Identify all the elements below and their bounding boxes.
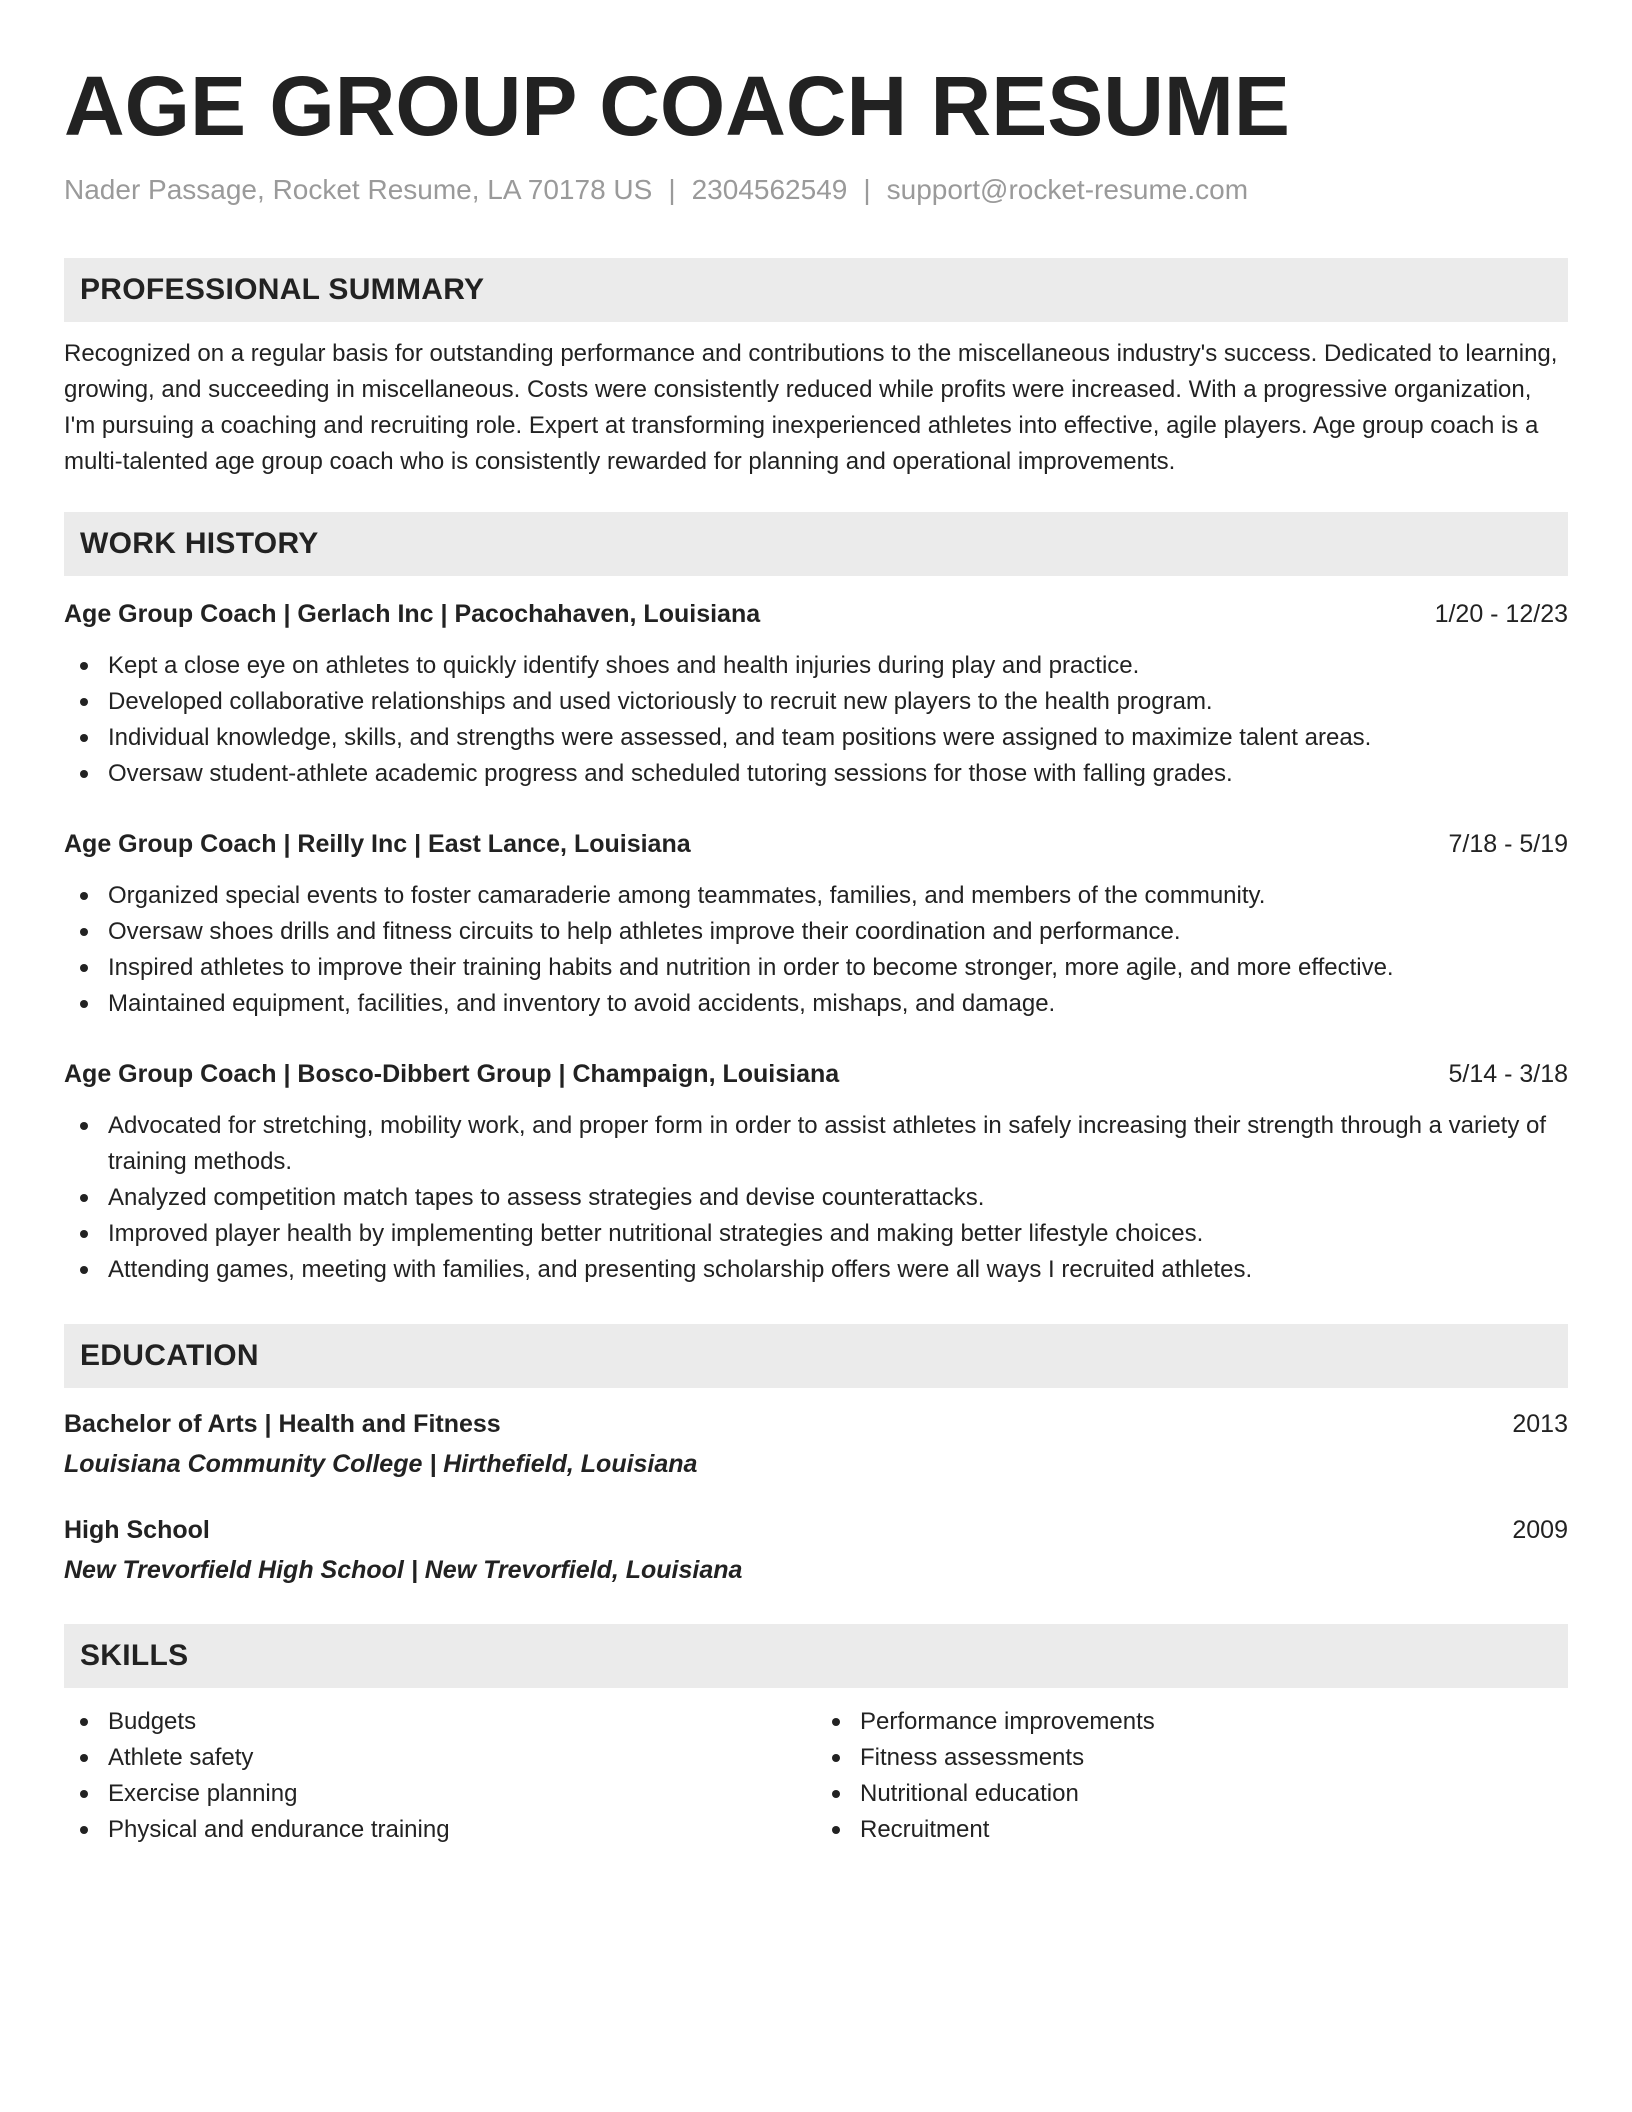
job-title: Age Group Coach | Bosco-Dibbert Group | Champaign, Louisiana (64, 1060, 840, 1088)
education-degree: High School (64, 1516, 210, 1544)
skill-text: Recruitment (860, 1816, 990, 1843)
skill-text: Performance improvements (860, 1708, 1155, 1735)
skill-text: Nutritional education (860, 1780, 1079, 1807)
bullet-dot-icon (80, 1230, 88, 1238)
job-bullet (108, 684, 1568, 720)
bullet-dot-icon (832, 1718, 840, 1726)
skill-item (108, 1740, 816, 1776)
job-bullet-text: Oversaw student-athlete academic progress and scheduled tutoring sessions for those with falling grades. (108, 760, 1233, 787)
contact-address: Nader Passage, Rocket Resume, LA 70178 US (64, 174, 653, 205)
skill-item (108, 1812, 816, 1848)
job-bullet (108, 878, 1568, 914)
education-school: New Trevorfield High School | New Trevorfield, Louisiana (64, 1556, 743, 1584)
summary-text: Recognized on a regular basis for outstanding performance and contributions to the miscellaneous industry's success. Dedicated to learning, growing, and succeeding in miscellaneous. Costs were consistently reduced while profits were increased. With a progressive organization, I'm pursuing a coaching and recruiting role. Expert at transforming inexperienced athletes into effective, agile players. Age group coach is a multi-talented age group coach who is consistently rewarded for planning and operational improvements. (64, 340, 1558, 475)
job-bullet-text: Oversaw shoes drills and fitness circuits to help athletes improve their coordination and performance. (108, 918, 1181, 945)
job-bullet (108, 1180, 1568, 1216)
bullet-dot-icon (80, 1826, 88, 1834)
bullet-dot-icon (80, 1754, 88, 1762)
job-entry (64, 1056, 1568, 1288)
bullet-dot-icon (80, 1122, 88, 1130)
job-bullets (64, 648, 1568, 792)
work-history-section-header: WORK HISTORY (64, 512, 1568, 576)
job-bullet-text: Developed collaborative relationships and used victoriously to recruit new players to the health program. (108, 688, 1213, 715)
job-bullet (108, 1108, 1568, 1180)
education-year: 2009 (1512, 1516, 1568, 1544)
job-bullet-text: Analyzed competition match tapes to assess strategies and devise counterattacks. (108, 1184, 985, 1211)
job-bullet (108, 1252, 1568, 1288)
bullet-dot-icon (80, 1000, 88, 1008)
skill-item (860, 1704, 1568, 1740)
job-header (64, 596, 1568, 632)
education-entry (64, 1512, 1568, 1588)
job-bullet (108, 950, 1568, 986)
education-section-header: EDUCATION (64, 1324, 1568, 1388)
job-bullet (108, 914, 1568, 950)
bullet-dot-icon (832, 1790, 840, 1798)
job-dates: 1/20 - 12/23 (1434, 600, 1568, 628)
skill-item (108, 1704, 816, 1740)
contact-line (64, 172, 1568, 208)
bullet-dot-icon (80, 1790, 88, 1798)
job-entry (64, 596, 1568, 792)
bullet-dot-icon (80, 698, 88, 706)
contact-separator: | (863, 174, 871, 205)
bullet-dot-icon (80, 892, 88, 900)
job-entry (64, 826, 1568, 1022)
bullet-dot-icon (80, 770, 88, 778)
job-header (64, 1056, 1568, 1092)
job-bullet-text: Individual knowledge, skills, and strengths were assessed, and team positions were assigned to maximize talent areas. (108, 724, 1372, 751)
bullet-dot-icon (832, 1826, 840, 1834)
job-dates: 5/14 - 3/18 (1448, 1060, 1568, 1088)
skills-columns (64, 1704, 1568, 1848)
skills-left-column (64, 1704, 816, 1848)
bullet-dot-icon (80, 928, 88, 936)
education-header (64, 1512, 1568, 1548)
skill-text: Athlete safety (108, 1744, 254, 1771)
resume-title: AGE GROUP COACH RESUME (64, 59, 1290, 153)
bullet-dot-icon (80, 1718, 88, 1726)
skills-right-column (816, 1704, 1568, 1848)
job-title: Age Group Coach | Reilly Inc | East Lance, Louisiana (64, 830, 691, 858)
bullet-dot-icon (80, 964, 88, 972)
job-bullets (64, 1108, 1568, 1288)
job-bullet-text: Maintained equipment, facilities, and inventory to avoid accidents, mishaps, and damage. (108, 990, 1056, 1017)
bullet-dot-icon (80, 662, 88, 670)
job-bullet-text: Advocated for stretching, mobility work, and proper form in order to assist athletes in safely increasing their strength through a variety of training methods. (108, 1112, 1547, 1175)
job-bullet-text: Attending games, meeting with families, and presenting scholarship offers were all ways I recruited athletes. (108, 1256, 1253, 1283)
education-degree: Bachelor of Arts | Health and Fitness (64, 1410, 501, 1438)
job-bullet (108, 986, 1568, 1022)
education-year: 2013 (1512, 1410, 1568, 1438)
bullet-dot-icon (80, 1194, 88, 1202)
education-header (64, 1406, 1568, 1442)
skill-text: Fitness assessments (860, 1744, 1085, 1771)
job-bullet-text: Improved player health by implementing better nutritional strategies and making better lifestyle choices. (108, 1220, 1204, 1247)
skill-item (860, 1812, 1568, 1848)
skills-section-header: SKILLS (64, 1624, 1568, 1688)
job-bullet (108, 1216, 1568, 1252)
contact-phone: 2304562549 (691, 174, 848, 205)
skill-item (860, 1776, 1568, 1812)
job-dates: 7/18 - 5/19 (1448, 830, 1568, 858)
job-bullets (64, 878, 1568, 1022)
job-bullet-text: Inspired athletes to improve their training habits and nutrition in order to become stronger, more agile, and more effective. (108, 954, 1394, 981)
job-bullet (108, 756, 1568, 792)
job-header (64, 826, 1568, 862)
job-bullet (108, 648, 1568, 684)
education-entry (64, 1406, 1568, 1482)
bullet-dot-icon (80, 734, 88, 742)
job-bullet-text: Organized special events to foster camaraderie among teammates, families, and members of the community. (108, 882, 1266, 909)
summary-section-header: PROFESSIONAL SUMMARY (64, 258, 1568, 322)
contact-email: support@rocket-resume.com (886, 174, 1249, 205)
skill-text: Physical and endurance training (108, 1816, 450, 1843)
education-school: Louisiana Community College | Hirthefield, Louisiana (64, 1450, 698, 1478)
skill-item (108, 1776, 816, 1812)
contact-separator: | (668, 174, 676, 205)
job-title: Age Group Coach | Gerlach Inc | Pacochahaven, Louisiana (64, 600, 761, 628)
bullet-dot-icon (80, 1266, 88, 1274)
skill-item (860, 1740, 1568, 1776)
bullet-dot-icon (832, 1754, 840, 1762)
skill-text: Budgets (108, 1708, 197, 1735)
skill-text: Exercise planning (108, 1780, 298, 1807)
job-bullet (108, 720, 1568, 756)
job-bullet-text: Kept a close eye on athletes to quickly identify shoes and health injuries during play and practice. (108, 652, 1140, 679)
